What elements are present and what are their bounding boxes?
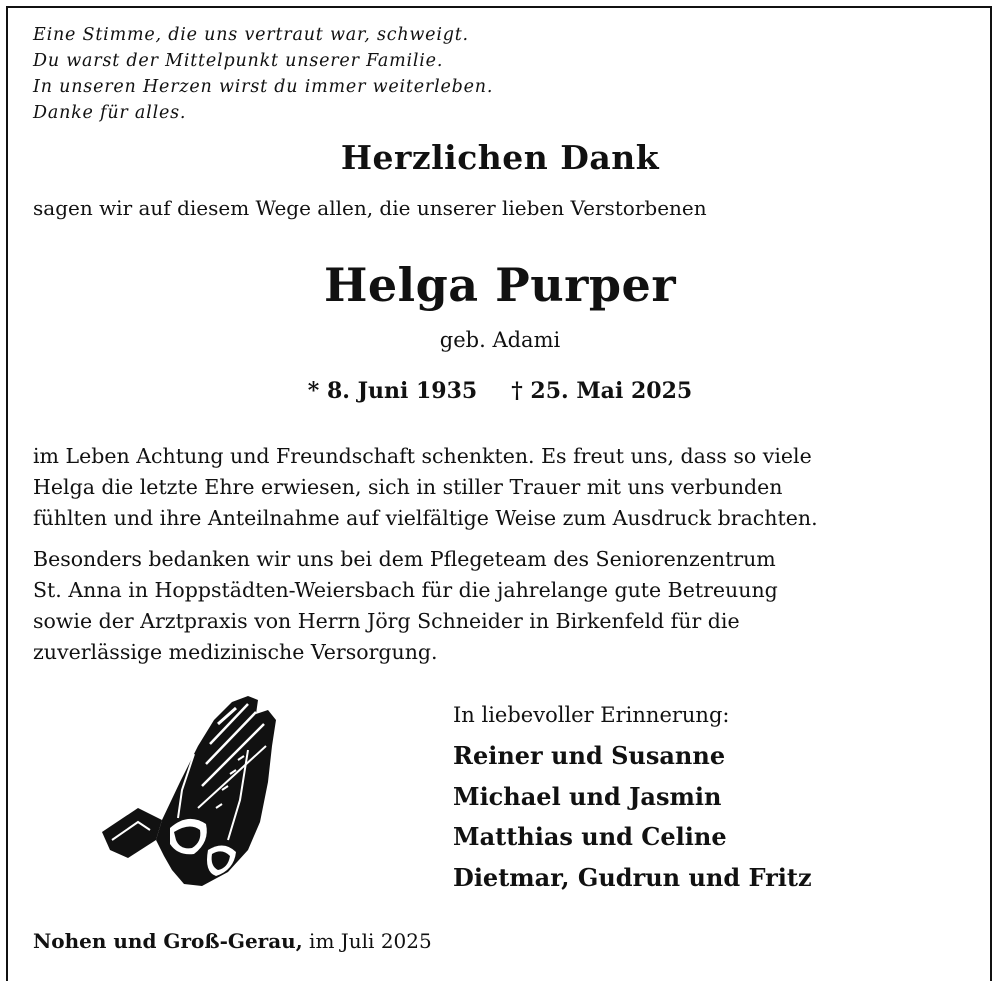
place-date (33, 929, 432, 953)
paragraph-line: fühlten und ihre Anteilnahme auf vielfältige Weise zum Ausdruck brachten. (33, 506, 818, 530)
place-name: Nohen und Groß-Gerau, (33, 929, 303, 953)
family-name: Matthias und Celine (453, 822, 727, 851)
paragraph-line: sowie der Arztpraxis von Herrn Jörg Schneider in Birkenfeld für die (33, 609, 740, 633)
paragraph-line: Besonders bedanken wir uns bei dem Pflegeteam des Seniorenzentrum (33, 547, 776, 571)
family-name: Reiner und Susanne (453, 741, 726, 770)
paragraph-line: im Leben Achtung und Freundschaft schenkten. Es freut uns, dass so viele (33, 444, 812, 468)
poem-line: In unseren Herzen wirst du immer weiterleben. (33, 77, 494, 97)
poem-line: Eine Stimme, die uns vertraut war, schweigt. (33, 25, 469, 45)
thanks-paragraph (33, 441, 963, 534)
intro-text: sagen wir auf diesem Wege allen, die unserer lieben Verstorbenen (33, 196, 707, 220)
thanks-heading: Herzlichen Dank (340, 138, 660, 177)
notice-date: im Juli 2025 (309, 929, 432, 953)
paragraph-line: Helga die letzte Ehre erwiesen, sich in stiller Trauer mit uns verbunden (33, 475, 783, 499)
signoff-block (453, 698, 812, 898)
paragraph-line: zuverlässige medizinische Versorgung. (33, 640, 438, 664)
birth-name: geb. Adami (439, 328, 561, 352)
life-dates (0, 378, 1000, 404)
paragraph-line: St. Anna in Hoppstädten-Weiersbach für die jahrelange gute Betreuung (33, 578, 778, 602)
poem-line: Danke für alles. (33, 103, 187, 123)
family-name: Dietmar, Gudrun und Fritz (453, 862, 812, 892)
death-date: † 25. Mai 2025 (511, 378, 693, 404)
poem (33, 22, 493, 126)
birth-date: * 8. Juni 1935 (307, 378, 478, 404)
deceased-name: Helga Purper (323, 258, 677, 312)
poem-line: Du warst der Mittelpunkt unserer Familie. (33, 51, 444, 71)
family-name: Michael und Jasmin (453, 781, 722, 811)
praying-hands-icon (98, 690, 288, 895)
signoff-lead: In liebevoller Erinnerung: (453, 703, 730, 727)
special-thanks-paragraph (33, 544, 963, 668)
